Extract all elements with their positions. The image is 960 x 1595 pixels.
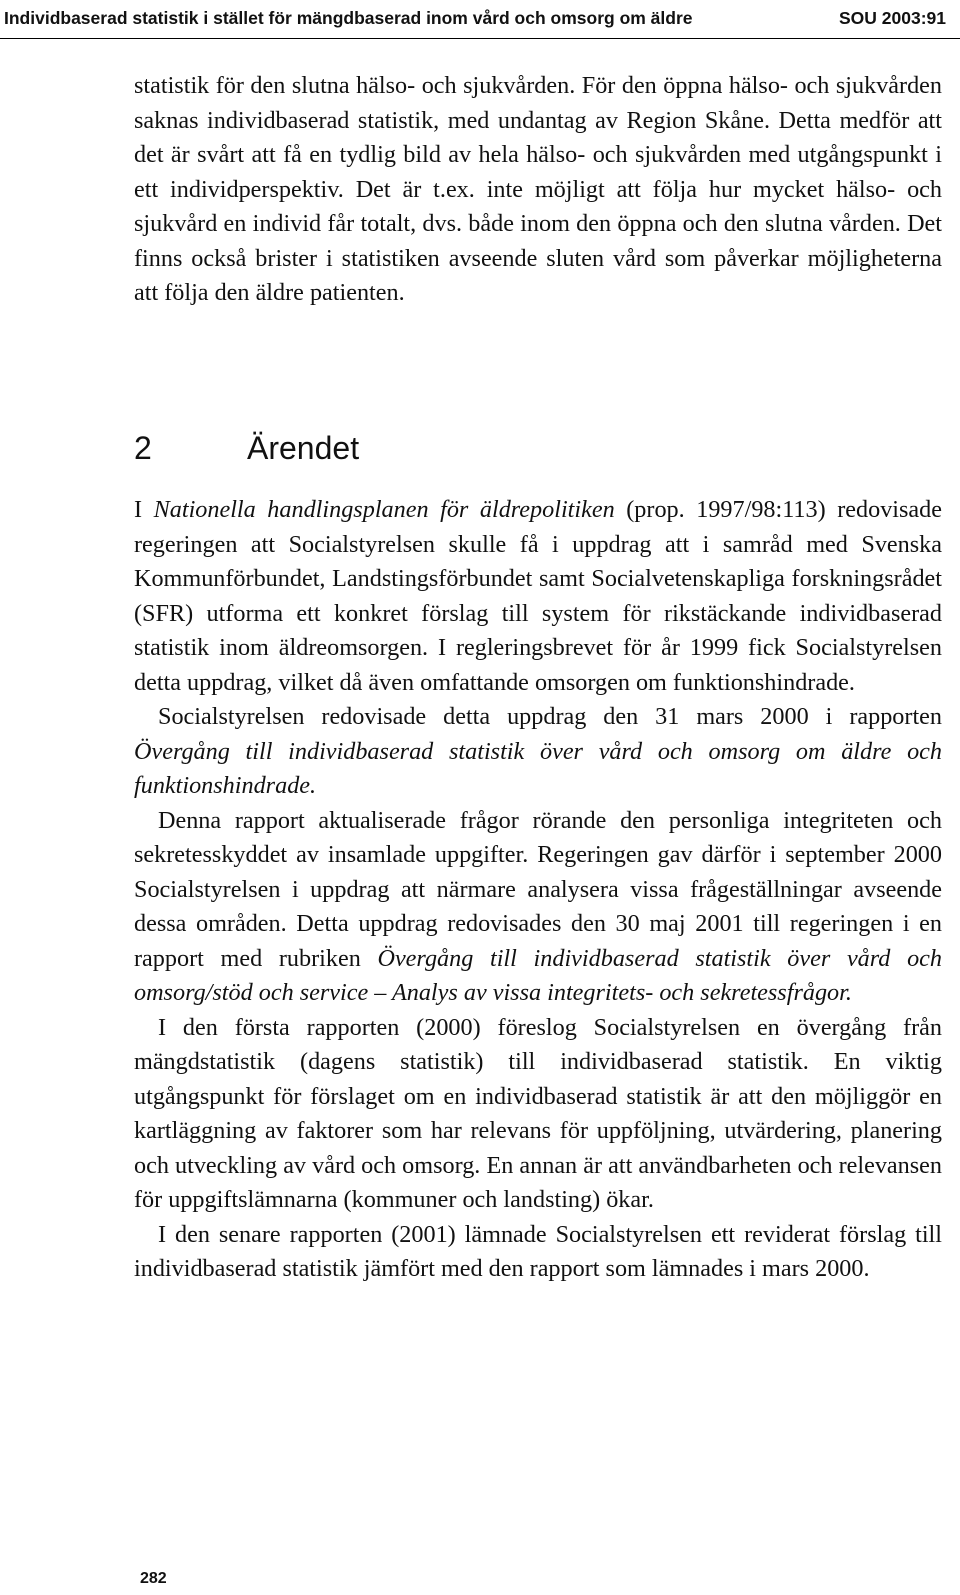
header-report-id: SOU 2003:91 [838,8,946,28]
paragraph-2-title: Övergång till individbaserad statistik över vård och omsorg om äldre och funktionshindrade. [134,737,942,799]
section-heading [134,428,359,468]
paragraph-2-text: Socialstyrelsen redovisade detta uppdrag den 31 mars 2000 i rapporten [158,703,942,730]
paragraph-4: I den första rapporten (2000) föreslog Socialstyrelsen en övergång från mängdstatistik (dagens statistik) till individbaserad statistik. En viktig utgångspunkt för förslaget om en individbaserad statistik är att den möjliggör en kartläggning av faktorer som har relevans för uppföljning, utvärdering, planering och utveckling av vård och omsorg. En annan är att användbarheten och relevansen för uppgiftslämnarna (kommuner och landsting) ökar. [134,1013,942,1213]
section-title: Ärendet [247,430,360,466]
paragraph-1-title: Nationella handlingsplanen för äldrepolitiken [153,496,615,523]
header-title: Individbaserad statistik i stället för mängdbaserad inom vård och omsorg om äldre [4,8,693,28]
paragraph-2 [134,700,942,804]
page-number: 282 [140,1570,167,1587]
section-number: 2 [134,430,152,466]
paragraph-3-text: Denna rapport aktualiserade frågor rörande den personliga integriteten och sekretesskyddet av insamlade uppgifter. Regeringen gav därför i september 2000 Socialstyrelsen i uppdrag att närmare analysera vissa frågeställningar avseende dessa områden. Detta uppdrag redovisades den 30 maj 2001 till regeringen i en rapport med rubriken [134,806,942,972]
intro-text [134,69,942,311]
section-body [134,493,942,1287]
paragraph-1-text-b: (prop. 1997/98:113) redovisade regeringen att Socialstyrelsen skulle få i uppdrag att i samråd med Svenska Kommunförbundet, Landstingsförbundet samt Socialvetenskapliga forskningsrådet (SFR) utforma ett konkret förslag till system för rikstäckande individbaserad statistik inom äldreomsorgen. I regleringsbrevet för år 1999 fick Socialstyrelsen detta uppdrag, vilket då även omfattande omsorgen om funktionshindrade. [134,496,943,696]
paragraph-1 [134,493,942,700]
paragraph-3 [134,804,942,1011]
running-header [0,0,960,39]
intro-paragraph: statistik för den slutna hälso- och sjukvården. För den öppna hälso- och sjukvården saknas individbaserad statistik, med undantag av Region Skåne. Detta medför att det är svårt att få en tydlig bild av hela hälso- och sjukvården med utgångspunkt i ett individperspektiv. Det är t.ex. inte möjligt att följa hur mycket hälso- och sjukvård en individ får totalt, dvs. både inom den öppna och den slutna vården. Det finns också brister i statistiken avseende sluten vård som påverkar möjligheterna att följa den äldre patienten. [134,72,942,306]
paragraph-5: I den senare rapporten (2001) lämnade Socialstyrelsen ett reviderat förslag till individbaserad statistik jämfört med den rapport som lämnades i mars 2000. [134,1220,942,1282]
paragraph-1-text-a: I [134,496,154,523]
paragraph-3-title: Övergång till individbaserad statistik över vård och omsorg/stöd och service – Analys av vissa integritets- och sekretessfrågor. [134,944,942,1006]
